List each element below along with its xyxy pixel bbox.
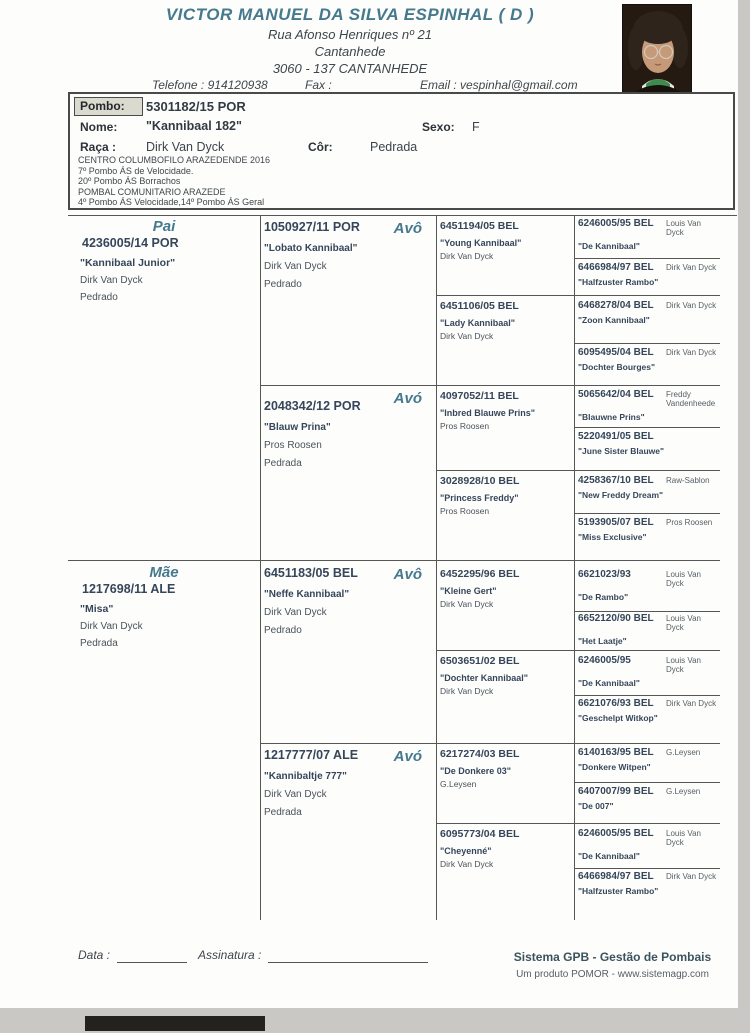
- gg-grandparent-cell: [578, 613, 720, 646]
- gg-ring: 5065642/04 BEL: [578, 389, 654, 400]
- ggp-name: "Kleine Gert": [440, 586, 497, 596]
- grandparent-color: Pedrado: [264, 625, 302, 636]
- system-subtitle: Um produto POMOR - www.sistemagp.com: [516, 969, 709, 980]
- pigeon-breed: Dirk Van Dyck: [146, 140, 225, 154]
- gg-breeder: Raw-Sablon: [666, 476, 710, 485]
- gg-breeder: Louis Van Dyck: [666, 570, 701, 588]
- grandparent-name: "Kannibaltje 777": [264, 771, 347, 782]
- gg-name: "Geschelpt Witkop": [578, 713, 658, 723]
- gg-breeder: G.Leysen: [666, 787, 701, 796]
- grandparent-name: "Neffe Kannibaal": [264, 589, 350, 600]
- sexo-label: Sexo:: [422, 120, 455, 134]
- gg-breeder: Louis Van Dyck: [666, 614, 701, 632]
- ggp-strain: Pros Roosen: [440, 421, 490, 431]
- gg-breeder: Dirk Van Dyck: [666, 301, 717, 310]
- gg-breeder: Dirk Van Dyck: [666, 872, 717, 881]
- gg-ring: 6468278/04 BEL: [578, 300, 654, 311]
- gg-breeder: Dirk Van Dyck: [666, 348, 717, 357]
- gg-name: "June Sister Blauwe": [578, 446, 665, 456]
- grandparent-ring: 6451183/05 BEL: [264, 566, 358, 580]
- ggp-name: "Inbred Blauwe Prins": [440, 408, 536, 418]
- gg-ring: 6246005/95 BEL: [578, 828, 654, 839]
- father-label: Pai: [152, 218, 176, 235]
- gg-name: "Blauwne Prins": [578, 412, 645, 422]
- gg-grandparent-cell: [578, 828, 720, 861]
- gg-ring: 4258367/10 BEL: [578, 475, 654, 486]
- gg-breeder: Freddy Vandenheede: [666, 390, 716, 408]
- great-grandparent-cell: [440, 300, 570, 341]
- ggp-ring: 6451194/05 BEL: [440, 220, 519, 232]
- father-color: Pedrado: [80, 292, 118, 303]
- gg-grandparent-cell: [578, 475, 720, 500]
- ggp-name: "Lady Kannibaal": [440, 318, 516, 328]
- ggp-ring: 3028928/10 BEL: [440, 475, 520, 487]
- gg-name: "Halfzuster Rambo": [578, 886, 659, 896]
- gg-name: "Dochter Bourges": [578, 362, 656, 372]
- mother-label: Mãe: [149, 564, 179, 581]
- father-name: "Kannibaal Junior": [80, 257, 176, 269]
- gg-ring: 6140163/95 BEL: [578, 747, 654, 758]
- gg-grandparent-cell: [578, 389, 720, 422]
- ggp-strain: Dirk Van Dyck: [440, 331, 494, 341]
- email: Email : vespinhal@gmail.com: [420, 78, 578, 92]
- nome-label: Nome:: [80, 120, 118, 134]
- fax: Fax :: [305, 78, 332, 92]
- gg-grandparent-cell: [578, 300, 720, 325]
- gg-breeder: Dirk Van Dyck: [666, 263, 717, 272]
- achievement-line: CENTRO COLUMBOFILO ARAZEDENDE 2016: [78, 155, 271, 165]
- grandparent-color: Pedrada: [264, 458, 302, 469]
- gg-ring: 6407007/99 BEL: [578, 786, 654, 797]
- achievement-line: 4º Pombo ÁS Velocidade,14º Pombo ÁS Geral: [78, 197, 265, 207]
- cor-label: Côr:: [308, 140, 333, 154]
- grandparent-label: Avó: [393, 748, 422, 765]
- pigeon-sex: F: [472, 120, 480, 134]
- gg-ring: 6466984/97 BEL: [578, 871, 654, 882]
- gg-grandparent-cell: [578, 262, 720, 287]
- address-line-3: 3060 - 137 CANTANHEDE: [272, 61, 428, 76]
- grandparent-color: Pedrada: [264, 807, 302, 818]
- gg-ring: 5193905/07 BEL: [578, 517, 654, 528]
- grandparent-color: Pedrado: [264, 279, 302, 290]
- grandparent-strain: Dirk Van Dyck: [264, 261, 327, 272]
- gg-grandparent-cell: [578, 517, 720, 542]
- ggp-strain: Dirk Van Dyck: [440, 859, 494, 869]
- ggp-strain: Dirk Van Dyck: [440, 251, 494, 261]
- gg-name: "De Kannibaal": [578, 241, 640, 251]
- great-grandparent-cell: [440, 828, 570, 869]
- gg-name: "Het Laatje": [578, 636, 627, 646]
- signature-line: [268, 961, 428, 963]
- gg-ring: 6246005/95: [578, 655, 631, 666]
- grandparent-ring: 1050927/11 POR: [264, 220, 360, 234]
- ggp-ring: 6095773/04 BEL: [440, 828, 520, 840]
- father-ring: 4236005/14 POR: [82, 236, 179, 250]
- achievements: [78, 155, 270, 208]
- gg-name: "De Rambo": [578, 592, 629, 602]
- gg-ring: 6095495/04 BEL: [578, 347, 654, 358]
- grandparent-label: Avó: [393, 390, 422, 407]
- grandparent-cell: [264, 390, 432, 469]
- great-grandparent-cell: [440, 390, 570, 431]
- pigeon-color: Pedrada: [370, 140, 418, 154]
- father-strain: Dirk Van Dyck: [80, 275, 143, 286]
- achievement-line: 20º Pombo ÁS Borrachos: [78, 176, 181, 186]
- scan-artifact: [85, 1016, 265, 1031]
- gg-breeder: G.Leysen: [666, 748, 701, 757]
- gg-name: "De 007": [578, 801, 614, 811]
- gg-ring: 6246005/95 BEL: [578, 218, 654, 229]
- date-line: [117, 961, 187, 963]
- ggp-name: "Cheyenné": [440, 846, 492, 856]
- gg-breeder: Dirk Van Dyck: [666, 699, 717, 708]
- gg-name: "Miss Exclusive": [578, 532, 647, 542]
- gg-breeder: Pros Roosen: [666, 518, 713, 527]
- grandparent-cell: [264, 748, 432, 818]
- great-grandparent-cell: [440, 475, 570, 516]
- gg-breeder: Louis Van Dyck: [666, 829, 701, 847]
- pombo-label: Pombo:: [74, 97, 143, 116]
- grandparent-ring: 2048342/12 POR: [264, 399, 361, 413]
- father-cell: [72, 218, 256, 303]
- grandparent-strain: Dirk Van Dyck: [264, 789, 327, 800]
- gg-ring: 5220491/05 BEL: [578, 431, 654, 442]
- gg-grandparent-cell: [578, 347, 720, 372]
- gg-breeder: Louis Van Dyck: [666, 656, 701, 674]
- gg-grandparent-cell: [578, 747, 720, 772]
- mother-cell: [72, 564, 256, 649]
- ggp-name: "Dochter Kannibaal": [440, 673, 529, 683]
- grandparent-ring: 1217777/07 ALE: [264, 748, 359, 762]
- great-grandparent-cell: [440, 568, 570, 609]
- grandparent-label: Avô: [393, 220, 422, 237]
- gg-name: "New Freddy Dream": [578, 490, 664, 500]
- ggp-ring: 4097052/11 BEL: [440, 390, 519, 402]
- owner-photo: [622, 4, 692, 94]
- mother-name: "Misa": [80, 603, 114, 615]
- ggp-strain: Dirk Van Dyck: [440, 686, 494, 696]
- gg-breeder: Louis Van Dyck: [666, 219, 701, 237]
- great-grandparent-cell: [440, 655, 570, 696]
- grandparent-strain: Pros Roosen: [264, 440, 322, 451]
- ggp-ring: 6503651/02 BEL: [440, 655, 520, 667]
- gg-grandparent-cell: [578, 871, 720, 896]
- gg-ring: 6621023/93: [578, 569, 631, 580]
- address-line-2: Cantanhede: [314, 44, 386, 59]
- achievement-line: POMBAL COMUNITARIO ARAZEDE: [78, 186, 226, 197]
- pigeon-ring: 5301182/15 POR: [146, 99, 246, 114]
- grandparent-cell: [264, 566, 432, 636]
- grandparent-strain: Dirk Van Dyck: [264, 607, 327, 618]
- pigeon-name: "Kannibaal 182": [146, 119, 242, 133]
- gg-ring: 6652120/90 BEL: [578, 613, 654, 624]
- grandparent-name: "Blauw Prina": [264, 422, 331, 433]
- mother-color: Pedrada: [80, 638, 118, 649]
- address-line-1: Rua Afonso Henriques nº 21: [268, 27, 432, 42]
- ggp-name: "Princess Freddy": [440, 493, 519, 503]
- gg-name: "De Kannibaal": [578, 678, 640, 688]
- pigeon-info-box: [68, 92, 735, 210]
- gg-ring: 6621076/93 BEL: [578, 698, 654, 709]
- gg-grandparent-cell: [578, 569, 720, 602]
- gg-ring: 6466984/97 BEL: [578, 262, 654, 273]
- gg-name: "Zoon Kannibaal": [578, 315, 650, 325]
- phone: Telefone : 914120938: [152, 78, 268, 92]
- achievement-line: 7º Pombo ÁS de Velocidade.: [78, 165, 194, 176]
- grandparent-name: "Lobato Kannibaal": [264, 243, 358, 254]
- ggp-name: "De Donkere 03": [440, 766, 512, 776]
- ggp-ring: 6452295/96 BEL: [440, 568, 520, 580]
- mother-strain: Dirk Van Dyck: [80, 621, 143, 632]
- mother-ring: 1217698/11 ALE: [82, 582, 176, 596]
- gg-name: "Halfzuster Rambo": [578, 277, 659, 287]
- great-grandparent-cell: [440, 220, 570, 261]
- system-name: Sistema GPB - Gestão de Pombais: [513, 950, 712, 964]
- gg-grandparent-cell: [578, 698, 720, 723]
- great-grandparent-cell: [440, 748, 570, 789]
- gg-grandparent-cell: [578, 431, 720, 456]
- grandparent-cell: [264, 220, 432, 290]
- ggp-strain: G.Leysen: [440, 779, 477, 789]
- signature-label: Assinatura :: [198, 948, 262, 962]
- owner-name: VICTOR MANUEL DA SILVA ESPINHAL ( D ): [165, 5, 535, 24]
- ggp-strain: Pros Roosen: [440, 506, 490, 516]
- gg-name: "De Kannibaal": [578, 851, 640, 861]
- raca-label: Raça :: [80, 140, 117, 154]
- date-label: Data :: [78, 948, 111, 962]
- gg-grandparent-cell: [578, 218, 720, 251]
- gg-grandparent-cell: [578, 655, 720, 688]
- ggp-name: "Young Kannibaal": [440, 238, 522, 248]
- gg-grandparent-cell: [578, 786, 720, 811]
- ggp-strain: Dirk Van Dyck: [440, 599, 494, 609]
- gg-name: "Donkere Witpen": [578, 762, 651, 772]
- ggp-ring: 6451106/05 BEL: [440, 300, 519, 312]
- ggp-ring: 6217274/03 BEL: [440, 748, 520, 760]
- grandparent-label: Avô: [393, 566, 422, 583]
